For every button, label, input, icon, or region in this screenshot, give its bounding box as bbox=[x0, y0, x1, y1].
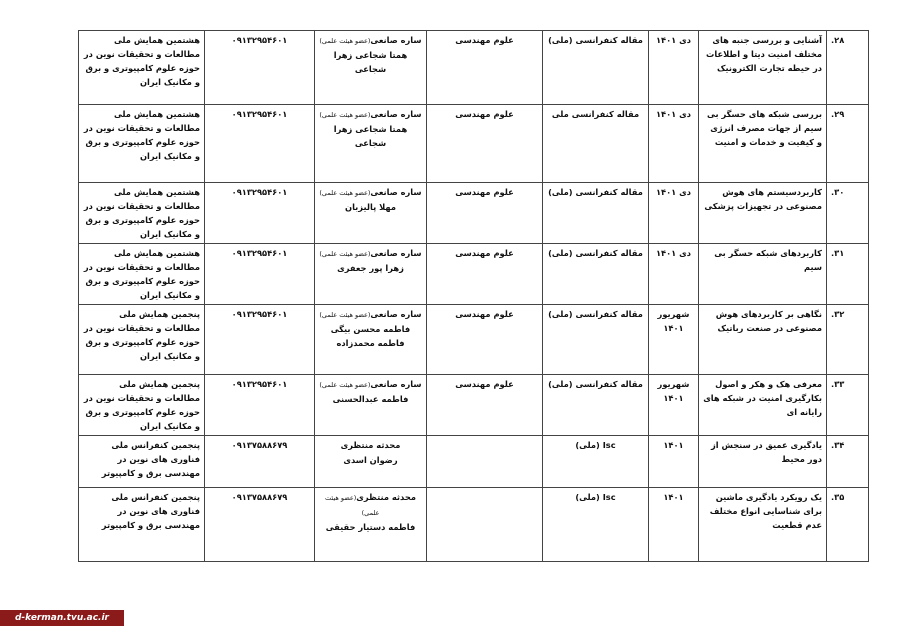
phone-number: ۰۹۱۳۷۵۸۸۶۷۹ bbox=[205, 436, 315, 488]
coauthors: فاطمه محسن بیگی فاطمه محمدزاده bbox=[330, 324, 411, 348]
venue-cell: هشتمین همایش ملی مطالعات و تحقیقات نوین در حوزه علوم کامپیوتری و برق و مکانیک ایران bbox=[79, 183, 205, 244]
main-author: ساره صانعی bbox=[370, 187, 422, 197]
coauthors: همتا شجاعی زهرا شجاعی bbox=[333, 50, 408, 74]
author-role: (عضو هیئت علمی) bbox=[319, 111, 371, 119]
main-author: ساره صانعی bbox=[370, 35, 422, 45]
date-cell: دی ۱۴۰۱ bbox=[649, 183, 699, 244]
phone-number: ۰۹۱۳۲۹۵۴۶۰۱ bbox=[205, 31, 315, 105]
row-number: ۳۴. bbox=[827, 436, 869, 488]
field-cell: علوم مهندسی bbox=[427, 105, 543, 183]
field-cell: علوم مهندسی bbox=[427, 375, 543, 436]
date-cell: ۱۴۰۱ bbox=[649, 436, 699, 488]
date-cell: شهریور ۱۴۰۱ bbox=[649, 305, 699, 375]
author-role: (عضو هیئت علمی) bbox=[319, 250, 371, 258]
field-cell: علوم مهندسی bbox=[427, 183, 543, 244]
author-role: (عضو هیئت علمی) bbox=[319, 311, 371, 319]
venue-cell: پنجمین کنفرانس ملی فناوری های نوین در مهندسی برق و کامپیوتر bbox=[79, 488, 205, 562]
venue-cell: پنجمین همایش ملی مطالعات و تحقیقات نوین در حوزه علوم کامپیوتری و برق و مکانیک ایران bbox=[79, 305, 205, 375]
authors-cell bbox=[315, 488, 427, 562]
venue-cell: پنجمین همایش ملی مطالعات و تحقیقات نوین در حوزه علوم کامپیوتری و برق و مکانیک ایران bbox=[79, 375, 205, 436]
venue-cell: هشتمین همایش ملی مطالعات و تحقیقات نوین در حوزه علوم کامپیوتری و برق و مکانیک ایران bbox=[79, 105, 205, 183]
authors-cell bbox=[315, 105, 427, 183]
paper-title: معرفی هک و هکر و اصول بکارگیری امنیت در شبکه های رایانه ای bbox=[699, 375, 827, 436]
paper-type: مقاله کنفرانسی (ملی) bbox=[543, 375, 649, 436]
row-number: ۳۰. bbox=[827, 183, 869, 244]
site-footer-badge[interactable]: d-kerman.tvu.ac.ir bbox=[0, 610, 124, 626]
main-author: ساره صانعی bbox=[370, 248, 422, 258]
coauthors: رضوان اسدی bbox=[343, 455, 398, 465]
authors-cell bbox=[315, 375, 427, 436]
date-cell: دی ۱۴۰۱ bbox=[649, 105, 699, 183]
row-number: ۳۳. bbox=[827, 375, 869, 436]
paper-type: Isc (ملی) bbox=[543, 436, 649, 488]
table-row bbox=[79, 31, 869, 105]
main-author: ساره صانعی bbox=[370, 109, 422, 119]
paper-title: یک رویکرد یادگیری ماشین برای شناسایی انواع مختلف عدم قطعیت bbox=[699, 488, 827, 562]
coauthors: همتا شجاعی زهرا شجاعی bbox=[333, 124, 408, 148]
table-row bbox=[79, 488, 869, 562]
phone-number: ۰۹۱۳۲۹۵۴۶۰۱ bbox=[205, 244, 315, 305]
field-cell: علوم مهندسی bbox=[427, 305, 543, 375]
main-author: محدثه منتظری bbox=[356, 492, 416, 502]
table-row bbox=[79, 183, 869, 244]
row-number: ۳۲. bbox=[827, 305, 869, 375]
phone-number: ۰۹۱۳۷۵۸۸۶۷۹ bbox=[205, 488, 315, 562]
author-role: (عضو هیئت علمی) bbox=[325, 494, 380, 517]
authors-cell bbox=[315, 436, 427, 488]
date-cell: دی ۱۴۰۱ bbox=[649, 31, 699, 105]
authors-cell bbox=[315, 31, 427, 105]
table-row bbox=[79, 436, 869, 488]
paper-type: مقاله کنفرانسی (ملی) bbox=[543, 305, 649, 375]
phone-number: ۰۹۱۳۲۹۵۴۶۰۱ bbox=[205, 183, 315, 244]
venue-cell: هشتمین همایش ملی مطالعات و تحقیقات نوین در حوزه علوم کامپیوتری و برق و مکانیک ایران bbox=[79, 244, 205, 305]
main-author: ساره صانعی bbox=[370, 379, 422, 389]
coauthors: فاطمه دستیار حقیقی bbox=[325, 522, 416, 532]
authors-cell bbox=[315, 244, 427, 305]
main-author: محدثه منتظری bbox=[340, 440, 401, 450]
table-row bbox=[79, 375, 869, 436]
date-cell: ۱۴۰۱ bbox=[649, 488, 699, 562]
paper-title: کاربردسیستم های هوش مصنوعی در تجهیزات پزشکی bbox=[699, 183, 827, 244]
paper-type: مقاله کنفرانسی ملی bbox=[543, 105, 649, 183]
table-row bbox=[79, 105, 869, 183]
phone-number: ۰۹۱۳۲۹۵۴۶۰۱ bbox=[205, 375, 315, 436]
coauthors: زهرا پور جعفری bbox=[337, 263, 404, 273]
table-body bbox=[79, 31, 869, 562]
venue-cell: پنجمین کنفرانس ملی فناوری های نوین در مهندسی برق و کامپیوتر bbox=[79, 436, 205, 488]
paper-type: مقاله کنفرانسی (ملی) bbox=[543, 31, 649, 105]
paper-title: کاربردهای شبکه حسگر بی سیم bbox=[699, 244, 827, 305]
authors-cell bbox=[315, 305, 427, 375]
field-cell: علوم مهندسی bbox=[427, 244, 543, 305]
coauthors: فاطمه عبدالحسنی bbox=[332, 394, 409, 404]
paper-type: Isc (ملی) bbox=[543, 488, 649, 562]
table-row bbox=[79, 305, 869, 375]
paper-title: یادگیری عمیق در سنجش از دور محیط bbox=[699, 436, 827, 488]
author-role: (عضو هیئت علمی) bbox=[319, 37, 371, 45]
paper-type: مقاله کنفرانسی (ملی) bbox=[543, 244, 649, 305]
paper-title: نگاهی بر کاربردهای هوش مصنوعی در صنعت رباتیک bbox=[699, 305, 827, 375]
table-row bbox=[79, 244, 869, 305]
authors-cell bbox=[315, 183, 427, 244]
field-cell bbox=[427, 488, 543, 562]
row-number: ۲۸. bbox=[827, 31, 869, 105]
date-cell: شهریور ۱۴۰۱ bbox=[649, 375, 699, 436]
phone-number: ۰۹۱۳۲۹۵۴۶۰۱ bbox=[205, 305, 315, 375]
date-cell: دی ۱۴۰۱ bbox=[649, 244, 699, 305]
paper-title: بررسی شبکه های حسگر بی سیم از جهات مصرف انرژی و کیفیت و خدمات و امنیت bbox=[699, 105, 827, 183]
paper-title: آشنایی و بررسی جنبه های مختلف امنیت دیتا و اطلاعات در حیطه تجارت الکترونیک bbox=[699, 31, 827, 105]
row-number: ۳۱. bbox=[827, 244, 869, 305]
row-number: ۲۹. bbox=[827, 105, 869, 183]
author-role: (عضو هیئت علمی) bbox=[319, 381, 371, 389]
venue-cell: هشتمین همایش ملی مطالعات و تحقیقات نوین در حوزه علوم کامپیوتری و برق و مکانیک ایران bbox=[79, 31, 205, 105]
phone-number: ۰۹۱۳۲۹۵۴۶۰۱ bbox=[205, 105, 315, 183]
author-role: (عضو هیئت علمی) bbox=[319, 189, 371, 197]
row-number: ۳۵. bbox=[827, 488, 869, 562]
coauthors: مهلا پالیزبان bbox=[344, 202, 396, 212]
paper-type: مقاله کنفرانسی (ملی) bbox=[543, 183, 649, 244]
field-cell bbox=[427, 436, 543, 488]
main-author: ساره صانعی bbox=[370, 309, 422, 319]
field-cell: علوم مهندسی bbox=[427, 31, 543, 105]
publications-table bbox=[78, 30, 869, 562]
